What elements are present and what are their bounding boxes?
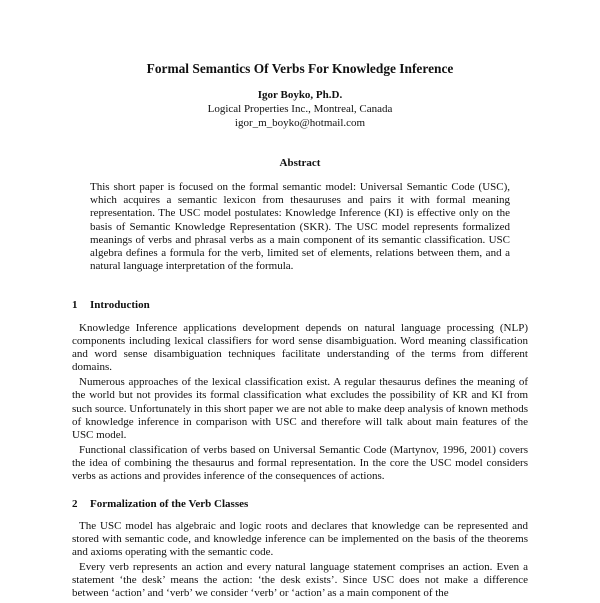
- author-name: Igor Boyko, Ph.D.: [257, 89, 343, 101]
- paper-title: Formal Semantics Of Verbs For Knowledge Inference: [146, 61, 454, 76]
- section-heading-formalization: [72, 497, 528, 511]
- paragraph: Every verb represents an action and every natural language statement comprises an action. Even a statement ‘the desk’ means the action: ‘the desk exists’. Since USC does not make a difference between ‘action’ and ‘verb’ we consider ‘verb’ or ‘action’ as a main component of the: [72, 561, 528, 600]
- section-body-introduction: [72, 322, 528, 485]
- section-title: Introduction: [90, 299, 150, 311]
- section-title: Formalization of the Verb Classes: [90, 498, 249, 510]
- section-heading-introduction: [72, 298, 528, 312]
- section-body-formalization: [72, 520, 528, 603]
- paragraph: Functional classification of verbs based on Universal Semantic Code (Martynov, 1996, 2001) covers the idea of combining the thesaurus and formal representation. In the core the USC model considers verbs as actions and provides inference of the consequences of actions.: [72, 443, 528, 483]
- paragraph: Numerous approaches of the lexical classification exist. A regular thesaurus defines the meaning of the world but not provides its formal classification what excludes the possibility of KR and KI from such source. Unfortunately in this short paper we are not able to make deep analysis of known methods of knowledge inference in comparison with USC and therefore will talk about main features of the USC model.: [72, 376, 528, 441]
- author-block: [0, 88, 600, 130]
- abstract-heading: Abstract: [279, 157, 321, 169]
- abstract-text: This short paper is focused on the formal semantic model: Universal Semantic Code (USC), which acquires a semantic lexicon from thesauruses and pairs it with formal meaning representation. The USC model postulates: Knowledge Inference (KI) is effective only on the basis of Semantic Knowledge Representation (SKR). The USC model represents formalized meanings of verbs and phrasal verbs as a main component of its semantic classification. USC algebra defines a formula for the verb, limited set of elements, relations between them, and a natural language interpretation of the formula.: [90, 181, 510, 273]
- author-email: igor_m_boyko@hotmail.com: [234, 117, 366, 129]
- author-affiliation: Logical Properties Inc., Montreal, Canada: [207, 103, 393, 115]
- section-number: 2: [72, 498, 78, 510]
- section-number: 1: [72, 299, 78, 311]
- paragraph: The USC model has algebraic and logic roots and declares that knowledge can be represented and stored with semantic code, and knowledge inference can be implemented on the basis of the theorems and axioms operating with the semantic code.: [72, 520, 528, 559]
- paragraph: Knowledge Inference applications development depends on natural language processing (NLP) components including lexical classifiers for word sense disambiguation. Word meaning classification and word sense disambiguation techniques facilitate understanding of the terms from different domains.: [72, 322, 528, 374]
